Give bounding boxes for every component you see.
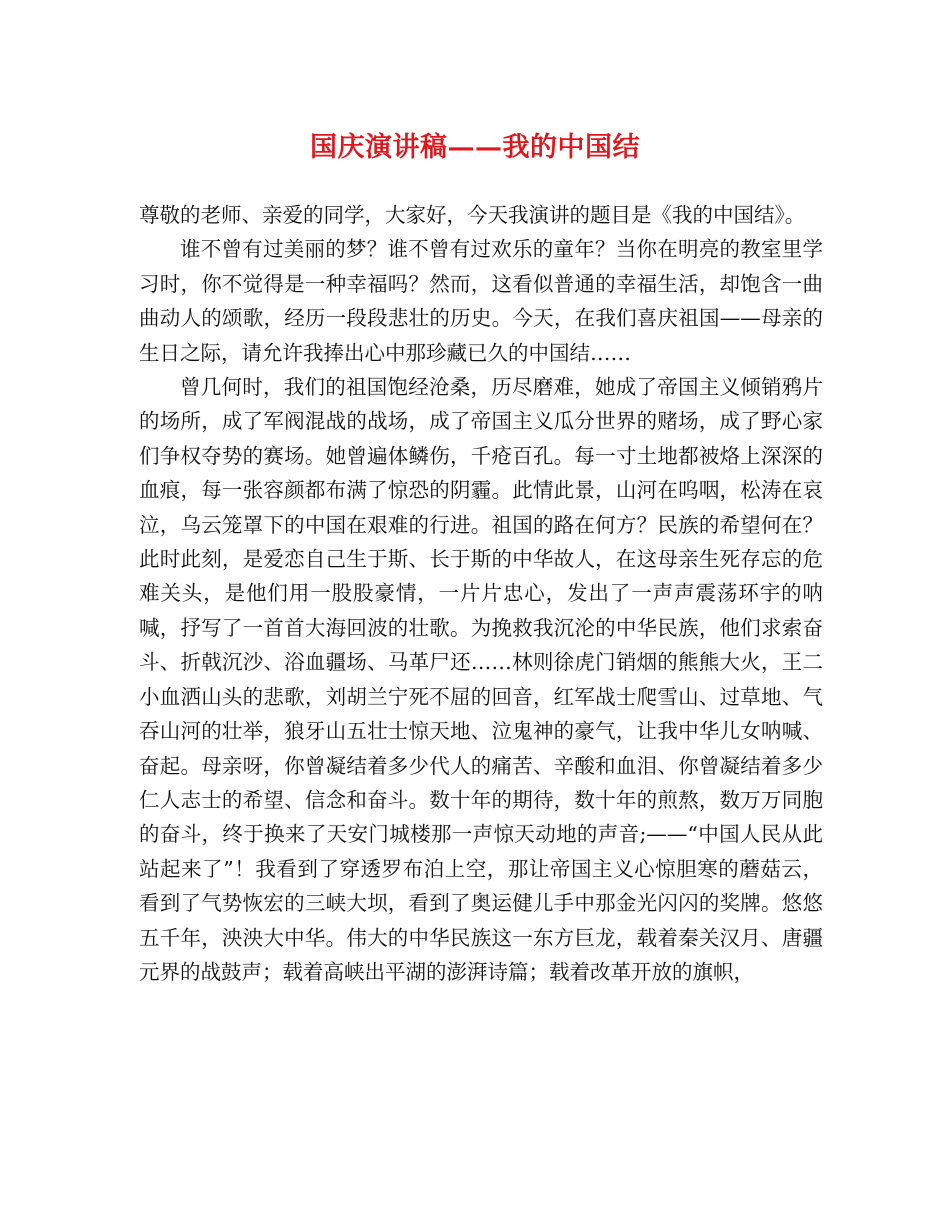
document-body xyxy=(139,198,823,989)
paragraph-history: 曾几何时，我们的祖国饱经沧桑，历尽磨难，她成了帝国主义倾销鸦片的场所，成了军阀混战的战场，成了帝国主义瓜分世界的赌场，成了野心家们争权夺势的赛场。她曾遍体鳞伤，千疮百孔。每一寸土地都被烙上深深的血痕，每一张容颜都布满了惊恐的阴霾。此情此景，山河在呜咽，松涛在哀泣，乌云笼罩下的中国在艰难的行进。祖国的路在何方？民族的希望何在？此时此刻，是爱恋自己生于斯、长于斯的中华故人，在这母亲生死存忘的危难关头，是他们用一股股豪情，一片片忠心，发出了一声声震荡环宇的呐喊，抒写了一首首大海回波的壮歌。为挽救我沉沦的中华民族，他们求索奋斗、折戟沉沙、浴血疆场、马革尸还……林则徐虎门销烟的熊熊大火，王二小血洒山头的悲歌，刘胡兰宁死不屈的回音，红军战士爬雪山、过草地、气吞山河的壮举，狼牙山五壮士惊天地、泣鬼神的豪气，让我中华儿女呐喊、奋起。母亲呀，你曾凝结着多少代人的痛苦、辛酸和血泪、你曾凝结着多少仁人志士的希望、信念和奋斗。数十年的期待，数十年的煎熬，数万万同胞的奋斗，终于换来了天安门城楼那一声惊天动地的声音;——“中国人民从此站起来了”！我看到了穿透罗布泊上空，那让帝国主义心惊胆寒的蘑菇云，看到了气势恢宏的三峡大坝，看到了奥运健儿手中那金光闪闪的奖牌。悠悠五千年，泱泱大中华。伟大的中华民族这一东方巨龙，载着秦关汉月、唐疆元界的战鼓声；载着高峡出平湖的澎湃诗篇；载着改革开放的旗帜， xyxy=(139,375,823,984)
document-title: 国庆演讲稿——我的中国结 xyxy=(310,132,640,163)
paragraph-dream: 谁不曾有过美丽的梦？谁不曾有过欢乐的童年？当你在明亮的教室里学习时，你不觉得是一种幸福吗？然而，这看似普通的幸福生活，却饱含一曲曲动人的颂歌，经历一段段悲壮的历史。今天，在我们喜庆祖国——母亲的生日之际，请允许我捧出心中那珍藏已久的中国结…… xyxy=(139,237,823,365)
paragraph-greeting: 尊敬的老师、亲爱的同学，大家好，今天我演讲的题目是《我的中国结》。 xyxy=(139,203,806,227)
